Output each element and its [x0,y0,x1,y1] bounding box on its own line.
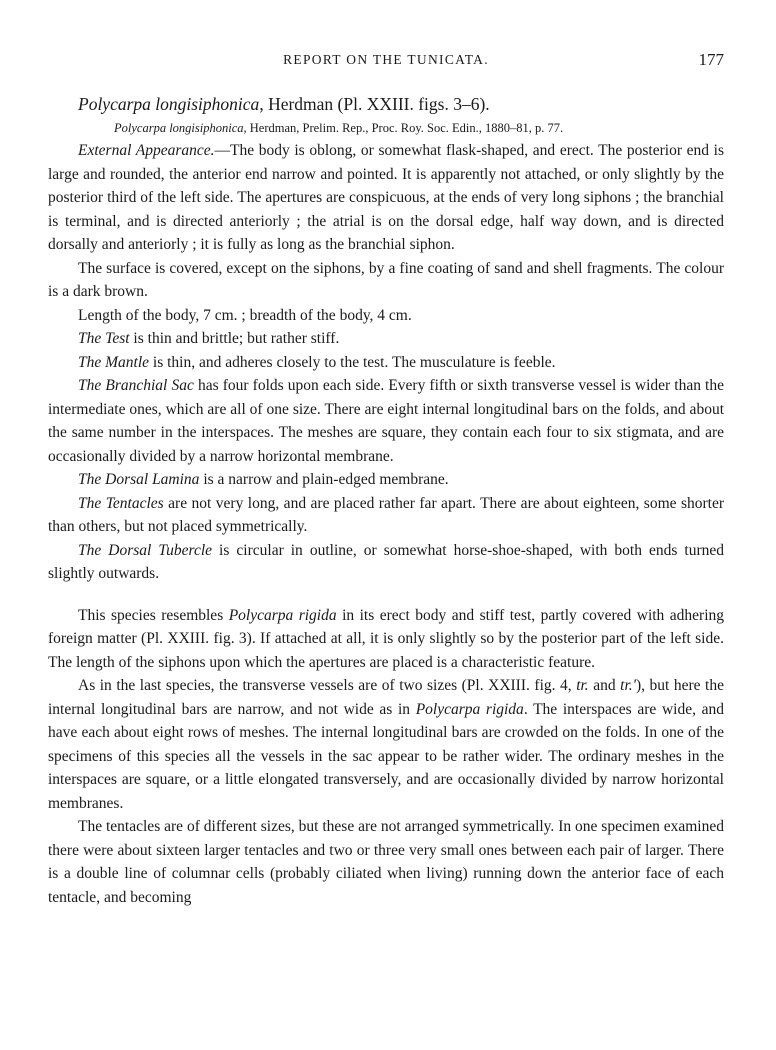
text-run: As in the last species, the transverse vessels are of two sizes (Pl. XXIII. fig. 4, [78,677,577,694]
page-number: 177 [698,50,724,69]
dorsal-lamina-paragraph [48,468,724,492]
paragraph-text: are not very long, and are placed rather far apart. There are about eighteen, some shorter than others, but not placed symmetrically. [48,494,725,535]
section-label: The Branchial Sac [78,377,194,394]
document-page [48,44,724,909]
surface-paragraph: The surface is covered, except on the siphons, by a fine coating of sand and shell fragments. The colour is a dark brown. [48,259,724,300]
discussion-paragraph-1 [48,604,724,675]
synonymy-reference [114,118,724,138]
species-name: Polycarpa longisiphonica [78,94,260,114]
mantle-paragraph [48,351,724,375]
branchial-sac-paragraph [48,374,724,468]
running-header [48,44,724,70]
paragraph-text: is thin and brittle; but rather stiff. [129,330,340,347]
text-run: and [588,677,621,694]
paragraph-text: is thin, and adheres closely to the test. The musculature is feeble. [149,353,556,371]
species-heading [78,92,724,116]
text-run: in its erect body and stiff test, partly covered with adhering foreign matter (Pl. XXIII. fig. 3). If attached at all, it is only slightly so by the posterior part of the left side. The length of the siphons upon which the apertures are placed is a characteristic feature. [48,606,724,671]
dorsal-tubercle-paragraph [48,539,724,586]
figure-label: tr.' [620,677,636,694]
size-paragraph: Length of the body, 7 cm. ; breadth of the body, 4 cm. [78,306,412,324]
section-label: The Dorsal Lamina [78,471,200,488]
section-label: The Tentacles [78,494,164,512]
paragraph-text: has four folds upon each side. Every fifth or sixth transverse vessel is wider than the intermediate ones, which are all of one size. There are eight internal longitudinal bars on the folds, and about the same number in the interspaces. The meshes are square, they contain each four to six stigmata, and are occasionally divided by a narrow horizontal membrane. [48,377,724,465]
text-run: ), but here the internal longitudinal bars are narrow, and not wide as in [48,677,724,718]
species-reference: Polycarpa rigida [415,700,524,718]
external-appearance-paragraph [48,139,724,257]
running-title: REPORT ON THE TUNICATA. [283,52,489,67]
section-label: The Dorsal Tubercle [78,541,213,559]
species-reference: Polycarpa rigida [228,606,337,624]
figure-label: tr. [576,677,589,694]
reference-name: Polycarpa longisiphonica [114,121,244,135]
text-run: This species resembles [78,606,229,624]
section-label: The Test [78,330,130,347]
discussion-paragraph-2 [48,674,724,815]
text-run: . The interspaces are wide, and have each about eight rows of meshes. The internal longitudinal bars are crowded on the folds. In one of the specimens of this species all the vessels in the sac appear to be rather wider. The ordinary meshes in the interspaces are square, or a little elongated transversely, and are occasionally divided by narrow horizontal membranes. [48,700,724,812]
discussion-paragraph-3: The tentacles are of different sizes, but these are not arranged symmetrically. In one specimen examined there were about sixteen larger tentacles and two or three very small ones between each pair of larger. There is a double line of columnar cells (probably ciliated when living) running down the anterior face of each tentacle, and becoming [48,818,724,906]
species-authority: , Herdman (Pl. XXIII. figs. 3–6). [259,94,490,114]
tentacles-paragraph [48,492,724,539]
test-paragraph [48,327,724,351]
paragraph-text: is circular in outline, or somewhat horse-shoe-shaped, with both ends turned slightly outwards. [48,541,725,582]
reference-citation: , Herdman, Prelim. Rep., Proc. Roy. Soc. Edin., 1880–81, p. 77. [243,121,564,135]
paragraph-text: —The body is oblong, or somewhat flask-shaped, and erect. The posterior end is large and rounded, the anterior end narrow and pointed. It is apparently not attached, or only slightly by the posterior third of the left side. The apertures are conspicuous, at the ends of very long siphons ; the branchial is terminal, and is directed anteriorly ; the atrial is on the dorsal edge, half way down, and is directed dorsally and anteriorly ; it is fully as long as the branchial siphon. [48,142,724,253]
paragraph-text: is a narrow and plain-edged membrane. [199,471,449,488]
section-label: External Appearance. [78,142,215,159]
section-label: The Mantle [78,353,150,371]
